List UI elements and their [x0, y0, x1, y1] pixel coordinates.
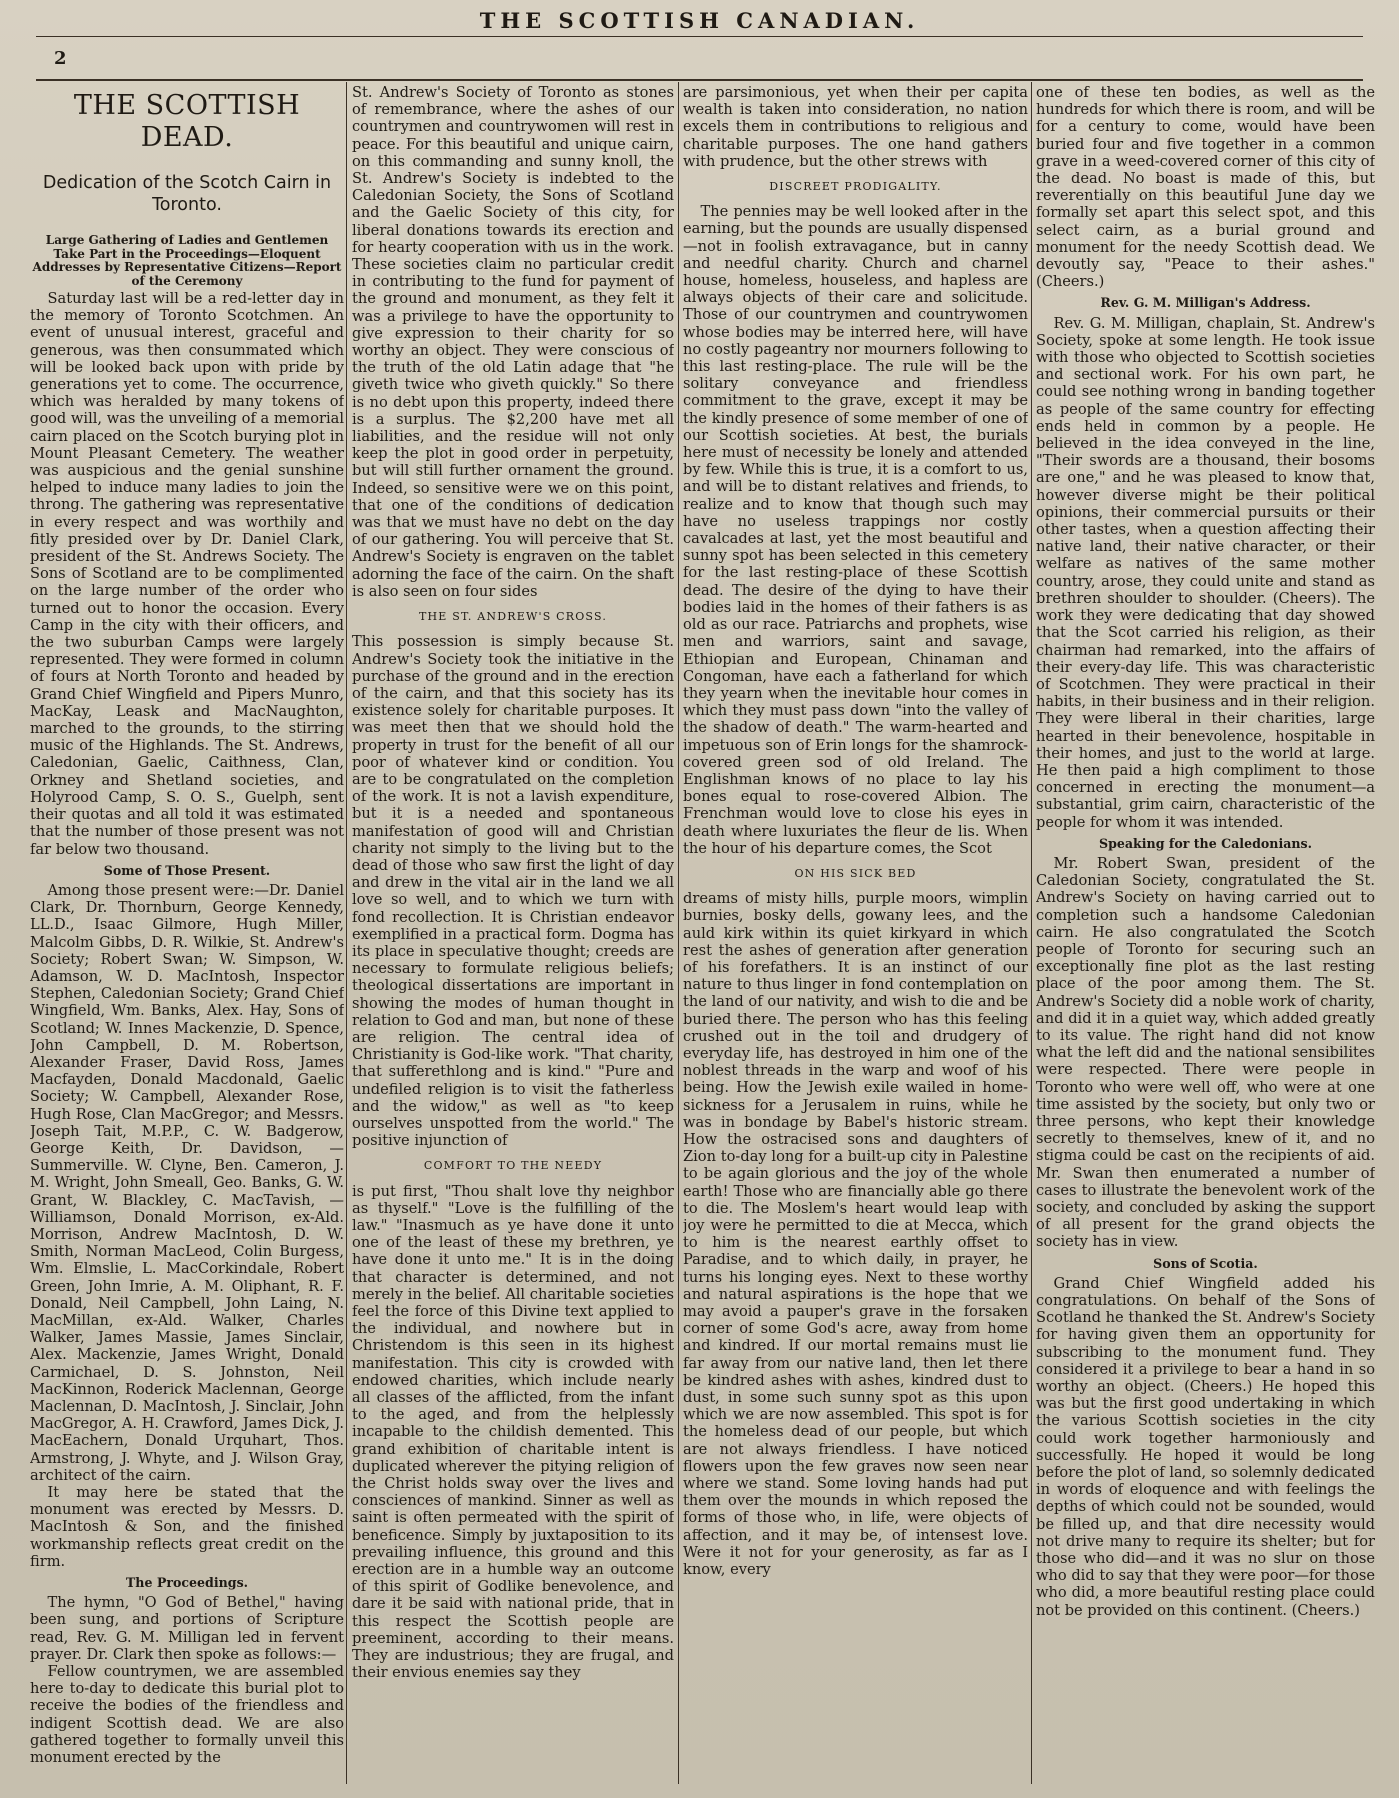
- paragraph: The pennies may be well looked after in the earning, but the pounds are usually dispensed—not in foolish extravagance, but in canny and needful charity. Church and charnel house, homeless, houseless, and hapless are always objects of their care and solicitude. Those of our countrymen and countrywomen whose bodies may be interred here, will have no costly pageantry nor mourners following to this last resting-place. The rule will be the solitary conveyance and friendless commitment to the grave, except it may be the kindly presence of some member of one of our Scottish societies. At best, the burials here must of necessity be lonely and attended by few. While this is true, it is a comfort to us, and will be to distant relatives and friends, to realize and to know that though such may have no useless trappings nor costly cavalcades at last, yet the most beautiful and sunny spot has been selected in this cemetery for the last resting-place of these Scottish dead. The desire of the dying to have their bodies laid in the homes of their fathers is as old as our race. Patriarchs and prophets, wise men and warriors, saint and savage, Ethiopian and European, Chinaman and Congoman, have each a fatherland for which they yearn when the inevitable hour comes in which they must pass down "into the valley of the shadow of death." The warm-hearted and impetuous son of Erin longs for the shamrock-covered green sod of old Ireland. The Englishman knows of no place to lay his bones equal to rose-covered Albion. The Frenchman would love to close his eyes in death where luxuriates the fleur de lis. When the hour of his departure comes, the Scot: [683, 203, 1028, 857]
- paragraph: are parsimonious, yet when their per capita wealth is taken into consideration, no nation excels them in contributions to religious and charitable purposes. The one hand gathers with prudence, but the other strews with: [683, 84, 1028, 170]
- paragraph: It may here be stated that the monument was erected by Messrs. D. MacIntosh & Son, and the finished workmanship reflects great credit on the firm.: [30, 1484, 344, 1570]
- column-rule: [678, 82, 679, 1784]
- column-4: [1036, 84, 1375, 1780]
- column-1: [30, 84, 344, 1780]
- paragraph: Rev. G. M. Milligan, chaplain, St. Andrew's Society, spoke at some length. He took issue with those who objected to Scottish societies and sectional work. For his own part, he could see nothing wrong in banding together as people of the same country for effecting ends held in common by a people. He believed in the idea conveyed in the line, "Their swords are a thousand, their bosoms are one," and he was pleased to know that, however diverse might be their political opinions, their commercial pursuits or their other tastes, when a question affecting their native land, their native character, or their welfare as natives of the same mother country, arose, they could unite and stand as brethren shoulder to shoulder. (Cheers). The work they were dedicating that day showed that the Scot carried his religion, as their chairman had remarked, into the affairs of their every-day life. This was characteristic of Scotchmen. They were practical in their habits, in their business and in their religion. They were liberal in their charities, large hearted in their benevolence, hospitable in their homes, and just to the world at large. He then paid a high compliment to those concerned in erecting the monument—a substantial, grim cairn, characteristic of the people for whom it was intended.: [1036, 314, 1375, 831]
- masthead-rule: [36, 36, 1363, 37]
- section-heading: THE ST. ANDREW'S CROSS.: [418, 610, 608, 624]
- paragraph: St. Andrew's Society of Toronto as stones of remembrance, where the ashes of our countrymen and countrywomen will rest in peace. For this beautiful and unique cairn, on this commanding and sunny knoll, the St. Andrew's Society is indebted to the Caledonian Society, the Sons of Scotland and the Gaelic Society of this city, for liberal donations towards its erection and for hearty cooperation with us in the work. These societies claim no particular credit in contributing to the fund for payment of the ground and monument, as they felt it was a privilege to have the opportunity to give expression to their charity for so worthy an object. They were conscious of the truth of the old Latin adage that "he giveth twice who giveth quickly." So there is no debt upon this property, indeed there is a surplus. The $2,200 have met all liabilities, and the residue will not only keep the plot in good order in perpetuity, but will still further ornament the ground. Indeed, so sensitive were we on this point, that one of the conditions of dedication was that we must have no debt on the day of our gathering. You will perceive that St. Andrew's Society is engraven on the tablet adorning the face of the cairn. On the shaft is also seen on four sides: [352, 84, 674, 600]
- paragraph: Saturday last will be a red-letter day in the memory of Toronto Scotchmen. An event of unusual interest, graceful and generous, was then consummated which will be looked back upon with pride by generations yet to come. The occurrence, which was heralded by many tokens of good will, was the unveiling of a memorial cairn placed on the Scotch burying plot in Mount Pleasant Cemetery. The weather was auspicious and the genial sunshine helped to induce many ladies to join the throng. The gathering was representative in every respect and was worthily and fitly presided over by Dr. Daniel Clark, president of the St. Andrews Society. The Sons of Scotland are to be complimented on the large number of the order who turned out to honor the occasion. Every Camp in the city with their officers, and the two suburban Camps were largely represented. They were formed in column of fours at North Toronto and headed by Grand Chief Wingfield and Pipers Munro, MacKay, Leask and MacNaughton, marched to the grounds, to the stirring music of the Highlands. The St. Andrews, Caledonian, Gaelic, Caithness, Clan, Orkney and Shetland societies, and Holyrood Camp, S. O. S., Guelph, sent their quotas and all told it was estimated that the number of those present was not far below two thousand.: [30, 290, 344, 858]
- paragraph: is put first, "Thou shalt love thy neighbor as thyself." "Love is the fulfilling of the law." "Inasmuch as ye have done it unto one of the least of these my brethren, ye have done it unto me." It is in the doing that character is determined, and not merely in the belief. All charitable societies feel the force of this Divine text applied to the individual, and nowhere but in Christendom is this seen in its highest manifestation. This city is crowded with endowed charities, which include nearly all classes of the afflicted, from the infant to the aged, and from the helplessly incapable to the childish demented. This grand exhibition of charitable intent is duplicated wherever the pitying religion of the Christ holds sway over the lives and consciences of mankind. Sinner as well as saint is often permeated with the spirit of beneficence. Simply by juxtaposition to its prevailing influence, this ground and this erection are in a humble way an outcome of this spirit of Godlike benevolence, and dare it be said with national pride, that in this respect the Scottish people are preeminent, according to their means. They are industrious; they are frugal, and their envious enemies say they: [352, 1182, 674, 1682]
- section-heading: Speaking for the Caledonians.: [1098, 835, 1313, 851]
- paragraph: Mr. Robert Swan, president of the Caledonian Society, congratulated the St. Andrew's Society on having carried out to completion such a handsome Caledonian cairn. He also congratulated the Scotch people of Toronto for securing such an exceptionally fine plot as the last resting place of the poor among them. The St. Andrew's Society did a noble work of charity, and did it in a quiet way, which added greatly to its value. The right hand did not know what the left did and the national sensibilites were respected. There were people in Toronto who were well off, who were at one time assisted by the society, but only two or three persons, who kept their knowledge secretly to themselves, knew of it, and no stigma could be cast on the recipients of aid. Mr. Swan then enumerated a number of cases to illustrate the benevolent work of the society, and concluded by asking the support of all present for the grand objects the society has in view.: [1036, 854, 1375, 1251]
- paragraph: Among those present were:—Dr. Daniel Clark, Dr. Thornburn, George Kennedy, LL.D., Isaac Gilmore, Hugh Miller, Malcolm Gibbs, D. R. Wilkie, St. Andrew's Society; Robert Swan; W. Simpson, W. Adamson, W. D. MacIntosh, Inspector Stephen, Caledonian Society; Grand Chief Wingfield, Wm. Banks, Alex. Hay, Sons of Scotland; W. Innes Mackenzie, D. Spence, John Campbell, D. M. Robertson, Alexander Fraser, David Ross, James Macfayden, Donald Macdonald, Gaelic Society; W. Campbell, Alexander Rose, Hugh Rose, Clan MacGregor; and Messrs. Joseph Tait, M.P.P., C. W. Badgerow, George Keith, Dr. Davidson, — Summerville. W. Clyne, Ben. Cameron, J. M. Wright, John Smeall, Geo. Banks, G. W. Grant, W. Blackley, C. MacTavish, — Williamson, Donald Morrison, ex-Ald. Morrison, Andrew MacIntosh, D. W. Smith, Norman MacLeod, Colin Burgess, Wm. Elmslie, L. MacCorkindale, Robert Green, John Imrie, A. M. Oliphant, R. F. Donald, Neil Campbell, John Laing, N. MacMillan, ex-Ald. Walker, Charles Walker, James Massie, James Sinclair, Alex. Mackenzie, James Wright, Donald Carmichael, D. S. Johnston, Neil MacKinnon, Roderick Maclennan, George Maclennan, D. MacIntosh, J. Sinclair, John MacGregor, A. H. Crawford, James Dick, J. MacEachern, Donald Urquhart, Thos. Armstrong, J. Whyte, and J. Wilson Gray, architect of the cairn.: [30, 881, 344, 1484]
- header-rule: [36, 79, 1363, 81]
- section-heading: DISCREET PRODIGALITY.: [769, 180, 942, 194]
- section-heading: COMFORT TO THE NEEDY: [423, 1159, 603, 1173]
- masthead: THE SCOTTISH CANADIAN.: [479, 8, 920, 33]
- column-rule: [1031, 82, 1032, 1784]
- article-deck: Large Gathering of Ladies and Gentlemen Take Part in the Proceedings—Eloquent Addresses by Representative Citizens—Report of the Ceremony: [32, 233, 342, 288]
- column-3: [683, 84, 1028, 1780]
- paragraph: Fellow countrymen, we are assembled here to-day to dedicate this burial plot to receive the bodies of the friendless and indigent Scottish dead. We are also gathered together to formally unveil this monument erected by the: [30, 1663, 344, 1767]
- section-heading: Sons of Scotia.: [1153, 1255, 1258, 1271]
- column-rule: [346, 82, 347, 1784]
- column-2: [352, 84, 674, 1780]
- paragraph: dreams of misty hills, purple moors, wimplin burnies, bosky dells, gowany lees, and the auld kirk within its quiet kirkyard in which rest the ashes of generation after generation of his forefathers. It is an instinct of our nature to thus linger in fond contemplation on the land of our nativity, and wish to die and be buried there. The person who has this feeling crushed out in the toil and drudgery of everyday life, has destroyed in him one of the noblest threads in the warp and woof of his being. How the Jewish exile wailed in home-sickness for a Jerusalem in ruins, while he was in bondage by Babel's historic stream. How the ostracised sons and daughters of Zion to-day long for a built-up city in Palestine to be again glorious and the joy of the whole earth! Those who are financially able go there to die. The Moslem's heart would leap with joy were he permitted to die at Mecca, which to him is the nearest earthly offset to Paradise, and to which daily, in prayer, he turns his longing eyes. Next to these worthy and natural aspirations is the hope that we may avoid a pauper's grave in the forsaken corner of some God's acre, away from home and kindred. If our mortal remains must lie far away from our native land, then let there be kindred ashes with ashes, kindred dust to dust, in some such sunny spot as this upon which we are now assembled. This spot is for the homeless dead of our people, but which are not always friendless. I have noticed flowers upon the few graves now seen near where we stand. Some loving hands had put them over the mounds in which reposed the forms of those who, in life, were objects of affection, and it may be, of intensest love. Were it not for your generosity, as far as I know, every: [683, 890, 1028, 1579]
- section-heading: Rev. G. M. Milligan's Address.: [1100, 295, 1311, 311]
- article-headline: THE SCOTTISH DEAD.: [73, 90, 301, 153]
- paragraph: Grand Chief Wingfield added his congratulations. On behalf of the Sons of Scotland he thanked the St. Andrew's Society for having given them an opportunity for subscribing to the monument fund. They considered it a privilege to bear a hand in so worthy an object. (Cheers.) He hoped this was but the first good undertaking in which the various Scottish societies in the city could work together harmoniously and successfully. He hoped it would be long before the plot of land, so solemnly dedicated in words of eloquence and with feelings the depths of which could not be sounded, would be filled up, and that dire necessity would not drive many to require its shelter; but for those who did—and it was no slur on those who did to say that they were poor—for those who did, a more beautiful resting place could not be provided on this continent. (Cheers.): [1036, 1274, 1375, 1619]
- section-heading: ON HIS SICK BED: [794, 866, 917, 880]
- paragraph: one of these ten bodies, as well as the hundreds for which there is room, and will be for a century to come, would have been buried four and five together in a common grave in a weed-covered corner of this city of the dead. No boast is made of this, but reverentially on this beautiful June day we formally set apart this select spot, and this select cairn, as a burial ground and monument for the needy Scottish dead. We devoutly say, "Peace to their ashes." (Cheers.): [1036, 84, 1375, 291]
- paragraph: The hymn, "O God of Bethel," having been sung, and portions of Scripture read, Rev. G. M. Milligan led in fervent prayer. Dr. Clark then spoke as follows:—: [30, 1594, 344, 1663]
- section-heading: Some of Those Present.: [103, 862, 271, 878]
- page-number: 2: [54, 48, 67, 69]
- paragraph: This possession is simply because St. Andrew's Society took the initiative in the purchase of the ground and in the erection of the cairn, and that this society has its existence solely for charitable purposes. It was meet then that we should hold the property in trust for the benefit of all our poor of whatever kind or condition. You are to be congratulated on the completion of the work. It is not a lavish expenditure, but it is a needed and spontaneous manifestation of good will and Christian charity not simply to the living but to the dead of those who saw first the light of day and drew in the vital air in the land we all love so well, and to which we turn with fond recollection. It is Christian endeavor exemplified in a practical form. Dogma has its place in speculative thought; creeds are necessary to formulate religious beliefs; theological dissertations are important in showing the modes of human thought in relation to God and man, but none of these are religion. The central idea of Christianity is God-like work. "That charity, that sufferethlong and is kind." "Pure and undefiled religion is to visit the fatherless and the widow," as well as "to keep ourselves unspotted from the world." The positive injunction of: [352, 633, 674, 1150]
- section-heading: The Proceedings.: [125, 1575, 249, 1591]
- article-subheadline: Dedication of the Scotch Cairn in Toronto.: [42, 173, 332, 215]
